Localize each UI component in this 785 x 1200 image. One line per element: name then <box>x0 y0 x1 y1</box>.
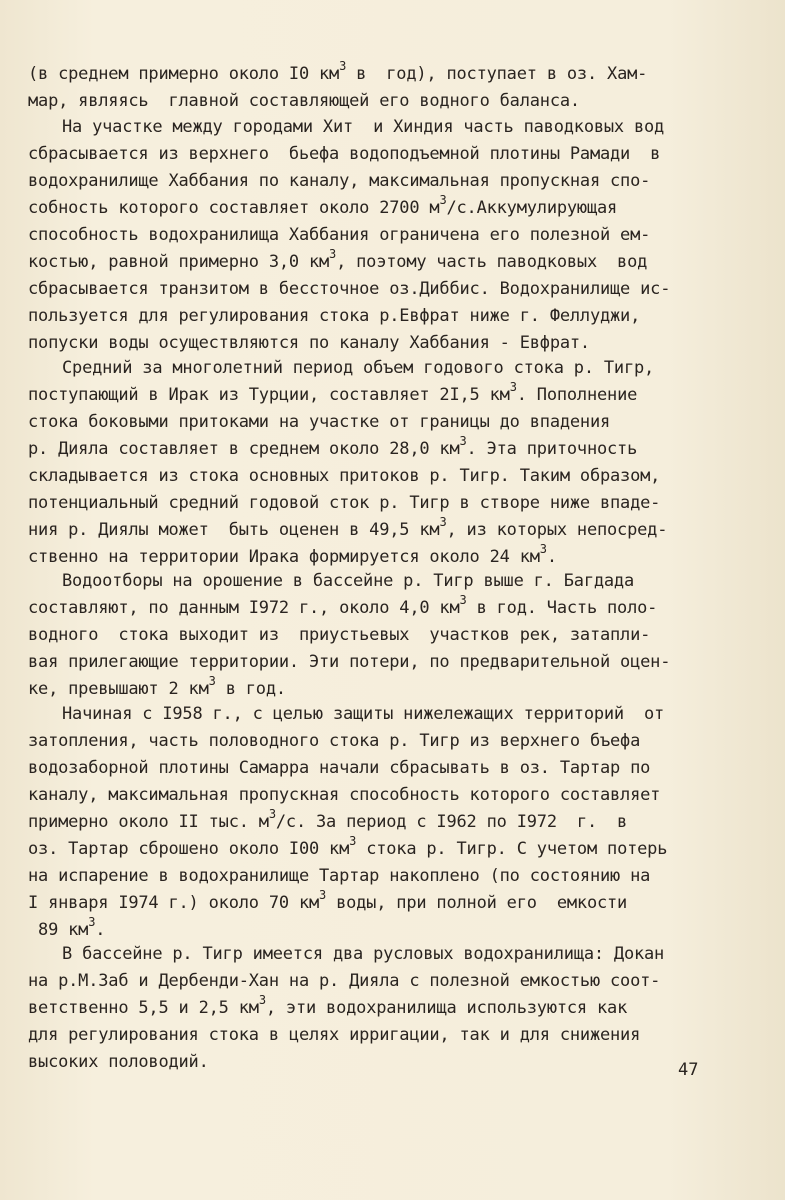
text-segment: . Эта приточность <box>466 439 638 459</box>
page-number: 47 <box>678 1060 699 1080</box>
text-segment: каналу, максимальная пропускная способность которого составляет <box>28 785 661 805</box>
text-segment: вая прилегающие территории. Эти потери, по предварительной оцен- <box>28 652 671 672</box>
text-segment: /с. За период с I962 по I972 г. в <box>275 812 628 832</box>
text-segment: водного стока выходит из приустьевых участков рек, затапли- <box>28 625 651 645</box>
text-line <box>28 91 580 111</box>
text-line <box>28 306 640 326</box>
text-segment: затопления, часть половодного стока р. Тигр из верхнего бъефа <box>28 731 641 751</box>
text-segment: ния р. Диялы может быть оценен в 49,5 км <box>28 520 440 540</box>
text-line <box>28 193 618 218</box>
text-line <box>28 625 650 645</box>
text-line <box>28 493 660 513</box>
text-segment: р. Дияла составляет в среднем около 28,0 км <box>28 439 460 459</box>
text-segment: пользуется для регулирования стока р.Евфрат ниже г. Феллуджи, <box>28 306 641 326</box>
text-segment: . Пополнение <box>516 385 638 405</box>
text-segment: водохранилище Хаббания по каналу, максимальная пропускная спо- <box>28 171 651 191</box>
superscript: 3 <box>319 888 327 902</box>
text-segment: мар, являясь главной составляющей его водного баланса. <box>28 91 580 111</box>
superscript: 3 <box>88 915 96 929</box>
superscript: 3 <box>349 834 357 848</box>
text-segment: . <box>546 547 557 567</box>
text-segment: 89 км <box>28 920 89 940</box>
text-segment: ветственно 5,5 и 2,5 км <box>28 998 259 1018</box>
text-segment: воды, при полной его емкости <box>326 893 628 913</box>
text-segment: , из которых непосред- <box>446 520 668 540</box>
text-segment: складывается из стока основных притоков р. Тигр. Таким образом, <box>28 466 661 486</box>
text-segment: водозаборной плотины Самарра начали сбрасывать в оз. Тартар по <box>28 758 651 778</box>
superscript: 3 <box>329 247 337 261</box>
text-segment: в год), поступает в оз. Хам- <box>346 64 648 84</box>
text-segment: составляют, по данным I972 г., около 4,0 км <box>28 598 460 618</box>
text-line <box>62 704 664 724</box>
text-segment: В бассейне р. Тигр имеется два русловых водохранилища: Докан <box>62 944 665 964</box>
text-line <box>28 866 650 886</box>
text-line <box>28 515 668 540</box>
superscript: 3 <box>208 674 216 688</box>
superscript: 3 <box>339 59 347 73</box>
text-segment: ственно на территории Ирака формируется около 24 км <box>28 547 540 567</box>
superscript: 3 <box>459 593 467 607</box>
text-line <box>28 915 106 940</box>
text-line <box>28 807 628 832</box>
text-segment: I января I974 г.) около 70 км <box>28 893 320 913</box>
text-line <box>28 652 670 672</box>
text-line <box>28 1052 209 1072</box>
text-segment: сбрасывается транзитом в бессточное оз.Диббис. Водохранилище ис- <box>28 279 671 299</box>
superscript: 3 <box>258 993 266 1007</box>
text-segment: стока р. Тигр. С учетом потерь <box>356 839 668 859</box>
text-line <box>28 466 660 486</box>
superscript: 3 <box>509 380 517 394</box>
text-line <box>28 144 660 164</box>
text-line <box>28 279 670 299</box>
text-line <box>28 171 650 191</box>
text-line <box>62 358 654 378</box>
text-line <box>28 888 628 913</box>
text-segment: примерно около II тыс. м <box>28 812 269 832</box>
text-segment: , поэтому часть паводковых вод <box>336 252 648 272</box>
text-line <box>28 993 628 1018</box>
text-line <box>28 674 286 699</box>
superscript: 3 <box>268 807 276 821</box>
text-segment: сбрасывается из верхнего бьефа водоподъемной плотины Рамади в <box>28 144 661 164</box>
text-segment: ке, превышают 2 км <box>28 679 209 699</box>
text-line <box>28 434 638 459</box>
text-line <box>28 542 557 567</box>
text-line <box>28 1025 640 1045</box>
text-line <box>28 380 638 405</box>
text-segment: , эти водохранилища используются как <box>265 998 628 1018</box>
text-line <box>28 834 668 859</box>
text-line <box>62 117 664 137</box>
text-segment: Водоотборы на орошение в бассейне р. Тигр выше г. Багдада <box>62 571 634 591</box>
text-segment: стока боковыми притоками на участке от границы до впадения <box>28 412 611 432</box>
text-line <box>28 785 660 805</box>
text-segment: Начиная с I958 г., с целью защиты нижележащих территорий от <box>62 704 665 724</box>
text-segment: /с.Аккумулирующая <box>446 198 618 218</box>
text-line <box>28 333 590 353</box>
superscript: 3 <box>459 434 467 448</box>
text-line <box>28 731 640 751</box>
text-segment: На участке между городами Хит и Хиндия часть паводковых вод <box>62 117 665 137</box>
text-segment: Средний за многолетний период объем годового стока р. Тигр, <box>62 358 655 378</box>
text-segment: потенциальный средний годовой сток р. Тигр в створе ниже впаде- <box>28 493 661 513</box>
text-segment: способность водохранилища Хаббания ограничена его полезной ем- <box>28 225 651 245</box>
text-line <box>62 571 634 591</box>
superscript: 3 <box>539 542 547 556</box>
text-line <box>28 412 610 432</box>
text-segment: на р.М.Заб и Дербенди-Хан на р. Дияла с полезной емкостью соот- <box>28 971 661 991</box>
text-segment: в год. Часть поло- <box>466 598 658 618</box>
text-line <box>28 593 658 618</box>
text-segment: . <box>95 920 106 940</box>
text-line <box>28 971 660 991</box>
text-segment: попуски воды осуществляются по каналу Хаббания - Евфрат. <box>28 333 590 353</box>
text-segment: на испарение в водохранилище Тартар накоплено (по состоянию на <box>28 866 651 886</box>
text-line <box>28 59 648 84</box>
text-line <box>28 758 650 778</box>
superscript: 3 <box>439 515 447 529</box>
text-segment: (в среднем примерно около I0 км <box>28 64 340 84</box>
text-segment: поступающий в Ирак из Турции, составляет 2I,5 км <box>28 385 510 405</box>
text-segment: высоких половодий. <box>28 1052 209 1072</box>
text-segment: собность которого составляет около 2700 м <box>28 198 440 218</box>
text-line <box>28 247 648 272</box>
superscript: 3 <box>439 193 447 207</box>
text-segment: в год. <box>215 679 286 699</box>
text-segment: для регулирования стока в целях ирригации, так и для снижения <box>28 1025 641 1045</box>
text-line <box>62 944 664 964</box>
text-segment: оз. Тартар сброшено около I00 км <box>28 839 350 859</box>
text-segment: костью, равной примерно 3,0 км <box>28 252 330 272</box>
text-line <box>28 225 650 245</box>
